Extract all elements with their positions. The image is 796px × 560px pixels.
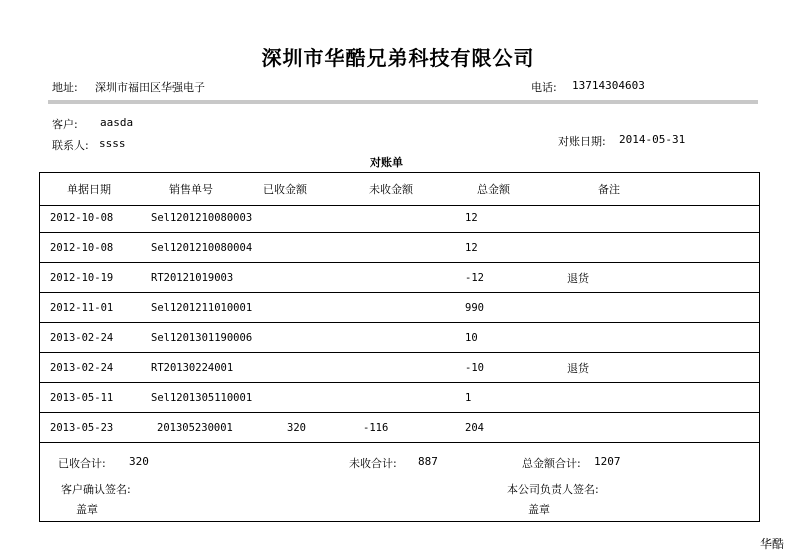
row-order: RT20121019003 [151,271,234,284]
grand-total-value: 1207 [594,455,621,468]
statement-date-label: 对账日期: [558,135,606,148]
address-label: 地址: [52,81,78,94]
row-date: 2012-11-01 [50,301,114,314]
header-divider [48,100,758,104]
phone-label: 电话: [531,81,557,94]
row-order: Sel1201210080003 [151,211,253,224]
contact-value: ssss [99,137,126,150]
contact-label: 联系人: [52,139,89,152]
column-header-order: 销售单号 [169,183,213,196]
table-row [40,233,759,263]
row-total: 12 [465,211,478,224]
received-total-value: 320 [129,455,149,468]
table-row [40,413,759,443]
row-unreceived: -116 [363,421,389,434]
column-header-date: 单据日期 [67,183,111,196]
row-total: 10 [465,331,478,344]
column-header-note: 备注 [598,183,620,196]
manager-sign-label: 本公司负责人签名: [507,483,599,496]
row-total: -12 [465,271,484,284]
row-order: RT20130224001 [151,361,234,374]
unreceived-total-label: 未收合计: [349,457,397,470]
column-header-received: 已收金额 [263,183,307,196]
row-note: 退货 [567,271,589,285]
column-header-unreceived: 未收金额 [369,183,413,196]
row-order: Sel1201301190006 [151,331,253,344]
table-row [40,383,759,413]
row-order: Sel1201211010001 [151,301,253,314]
table-header [40,173,759,206]
row-order: Sel1201305110001 [151,391,253,404]
table-footer [40,445,759,521]
row-total: 204 [465,421,484,434]
unreceived-total-value: 887 [418,455,438,468]
received-total-label: 已收合计: [58,457,106,470]
table-row [40,353,759,383]
table-row [40,293,759,323]
company-title: 深圳市华酷兄弟科技有限公司 [261,46,535,70]
document-title: 对账单 [370,156,403,169]
manager-seal-label: 盖章 [528,503,550,516]
statement-date-value: 2014-05-31 [619,133,686,146]
row-date: 2012-10-08 [50,211,114,224]
phone-value: 13714304603 [572,79,645,92]
row-order: Sel1201210080004 [151,241,253,254]
row-date: 2013-05-11 [50,391,114,404]
row-date: 2013-05-23 [50,421,114,434]
table-row [40,323,759,353]
row-date: 2012-10-19 [50,271,114,284]
row-total: 12 [465,241,478,254]
row-total: 990 [465,301,484,314]
customer-sign-label: 客户确认签名: [61,483,131,496]
column-header-total: 总金额 [477,183,510,196]
customer-seal-label: 盖章 [76,503,98,516]
footer-watermark: 华酷 [759,537,784,551]
customer-label: 客户: [52,118,78,131]
table-row [40,263,759,293]
row-note: 退货 [567,361,589,375]
row-order: 201305230001 [157,421,233,434]
grand-total-label: 总金额合计: [522,457,581,470]
row-total: 1 [465,391,472,404]
row-total: -10 [465,361,484,374]
row-date: 2013-02-24 [50,331,114,344]
customer-value: aasda [100,116,134,129]
statement-table [39,172,760,522]
row-date: 2012-10-08 [50,241,114,254]
row-date: 2013-02-24 [50,361,114,374]
address-value: 深圳市福田区华强电子 [95,81,205,94]
table-row [40,203,759,233]
row-received: 320 [287,421,306,434]
